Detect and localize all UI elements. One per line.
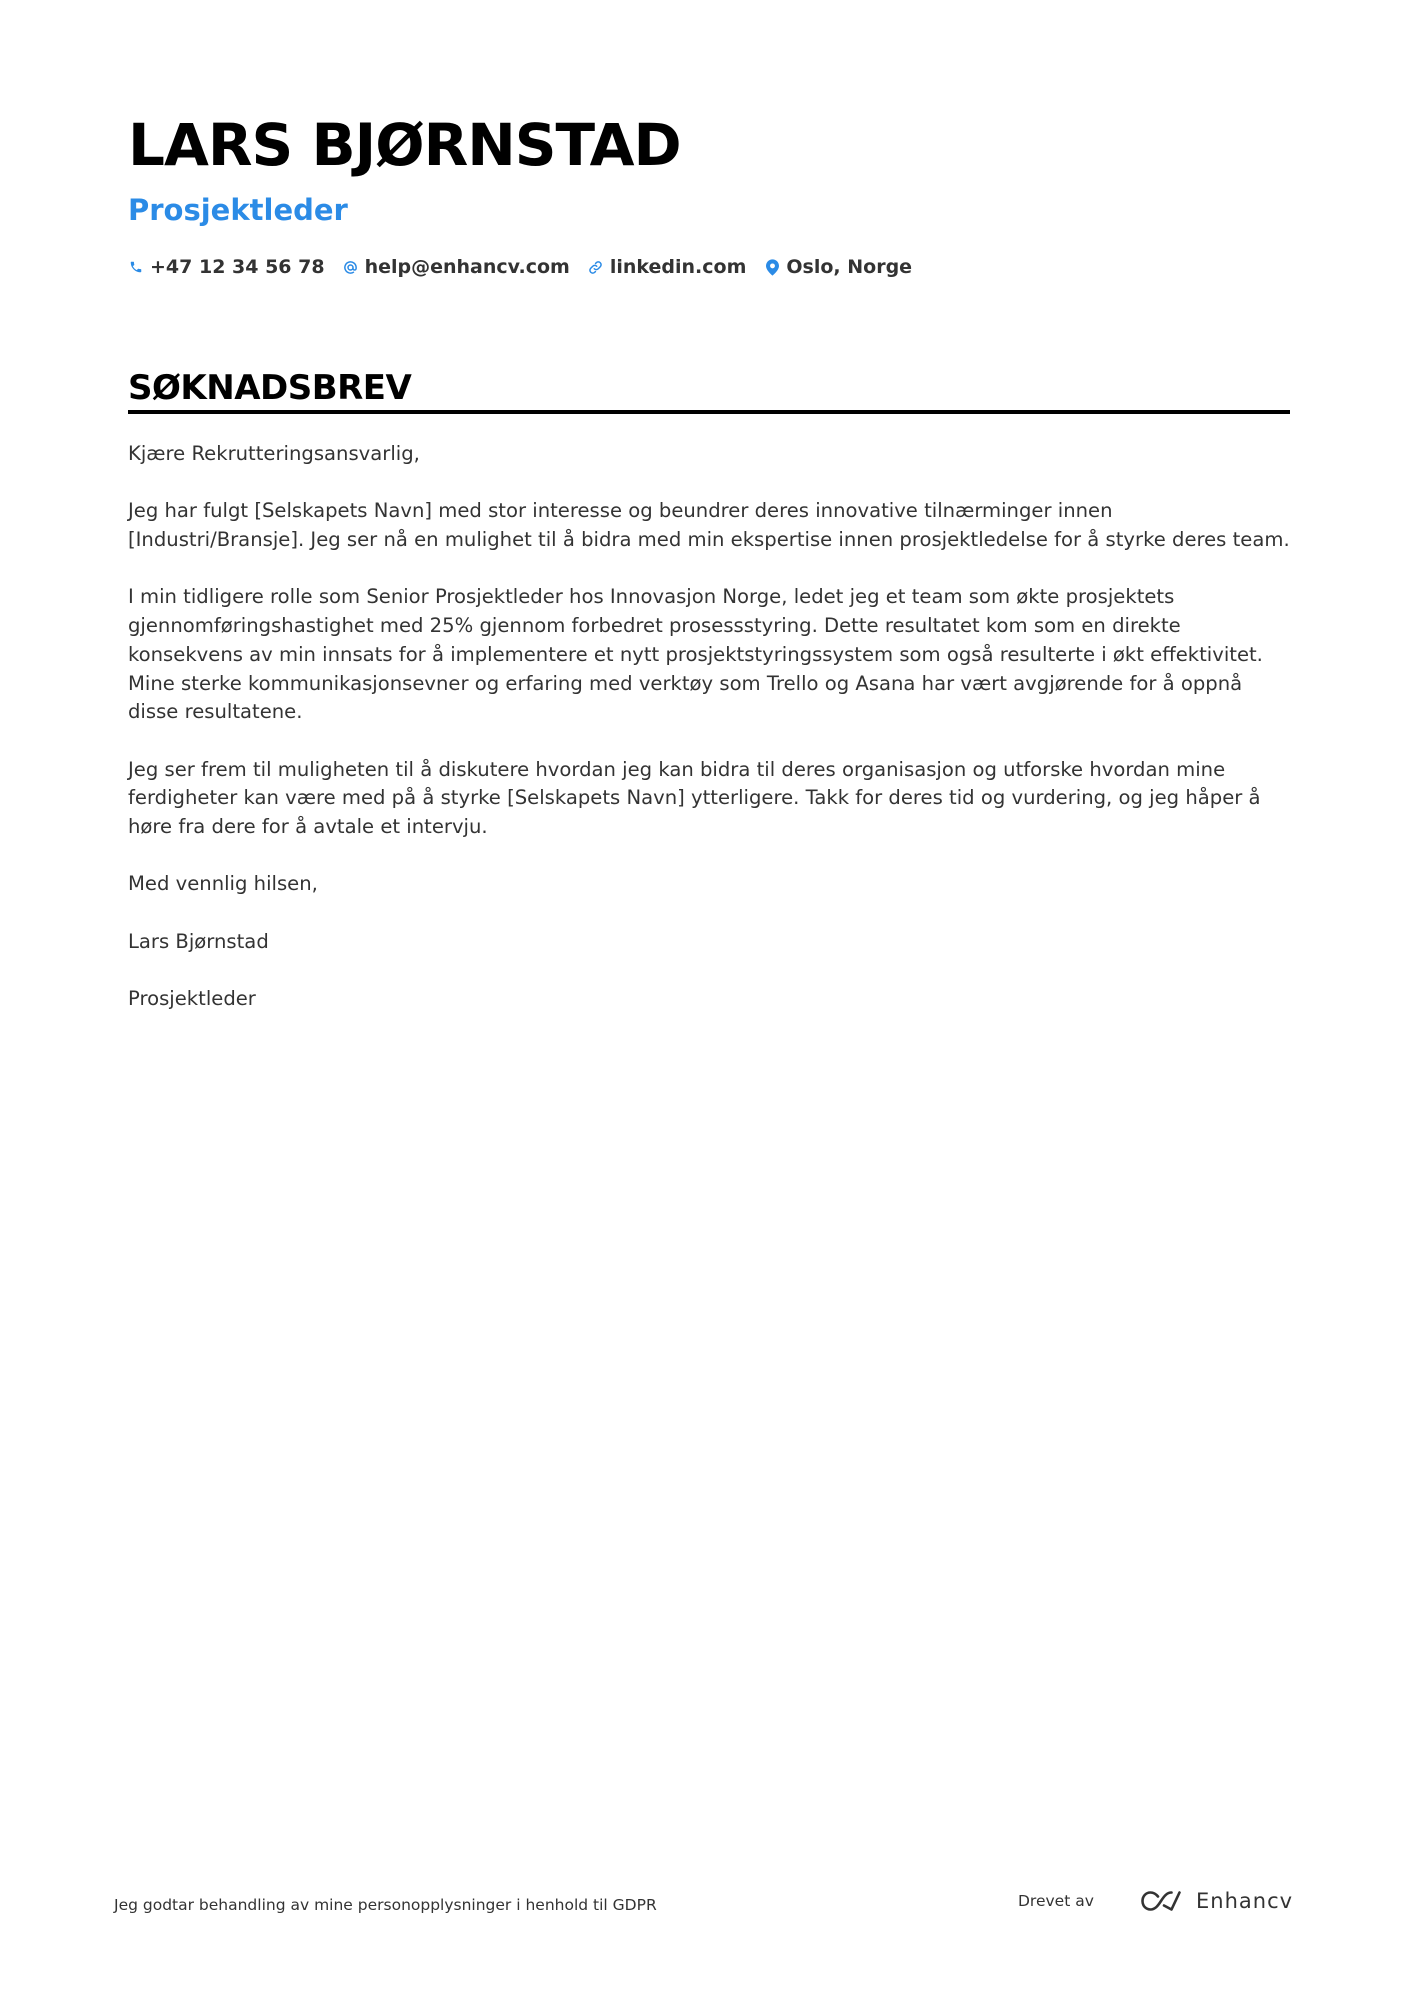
contact-location-text: Oslo, Norge [786, 256, 913, 278]
contact-row [128, 251, 930, 283]
signature-title: Prosjektleder [128, 987, 256, 1011]
contact-phone [128, 251, 325, 283]
enhancv-logo-icon [1138, 1888, 1184, 1914]
signature-name: Lars Bjørnstad [128, 929, 269, 953]
job-title: Prosjektleder [128, 193, 348, 227]
letter-body [128, 440, 1290, 1043]
letter-closing: Med vennlig hilsen, [128, 872, 318, 896]
contact-location [764, 251, 912, 283]
gdpr-consent-text: Jeg godtar behandling av mine personopplysninger i henhold til GDPR [114, 1896, 657, 1914]
contact-linkedin[interactable] [588, 251, 747, 283]
contact-email-text[interactable]: help@enhancv.com [364, 256, 570, 278]
powered-by-label: Drevet av [1018, 1892, 1094, 1910]
applicant-name: LARS BJØRNSTAD [128, 111, 681, 179]
link-icon [588, 257, 604, 277]
letter-greeting: Kjære Rekrutteringsansvarlig, [128, 442, 420, 465]
enhancv-logo[interactable] [1138, 1887, 1293, 1915]
enhancv-brand-text: Enhancv [1196, 1889, 1294, 1913]
section-title: SØKNADSBREV [128, 368, 412, 408]
letter-paragraph: I min tidligere rolle som Senior Prosjektleder hos Innovasjon Norge, ledet jeg et team som økte prosjektets gjennomføringshastighet med 25% gjennom forbedret prosessstyring. Dette resultatet kom som en direkte konsekvens av min innsats for å implementere et nytt prosjektstyringssystem som også resulterte i økt effektivitet. Mine sterke kommunikasjonsevner og erfaring med verktøy som Trello og Asana har vært avgjørende for å oppnå disse resultatene. [128, 585, 1263, 724]
contact-phone-text: +47 12 34 56 78 [150, 256, 325, 278]
contact-linkedin-text[interactable]: linkedin.com [609, 256, 747, 278]
contact-email[interactable] [343, 251, 570, 283]
section-divider [128, 410, 1290, 414]
phone-icon [128, 257, 144, 277]
location-pin-icon [764, 257, 780, 277]
cover-letter-page [128, 0, 1290, 1995]
letter-paragraph: Jeg ser frem til muligheten til å diskutere hvordan jeg kan bidra til deres organisasjon og utforske hvordan mine ferdigheter kan være med på å styrke [Selskapets Navn] ytterligere. Takk for deres tid og vurdering, og jeg håper å høre fra dere for å avtale et intervju. [128, 757, 1261, 839]
letter-paragraph: Jeg har fulgt [Selskapets Navn] med stor interesse og beundrer deres innovative tilnærminger innen [Industri/Bransje]. Jeg ser nå en mulighet til å bidra med min ekspertise innen prosjektledelse for å styrke deres team. [128, 499, 1290, 552]
at-icon [343, 257, 359, 277]
